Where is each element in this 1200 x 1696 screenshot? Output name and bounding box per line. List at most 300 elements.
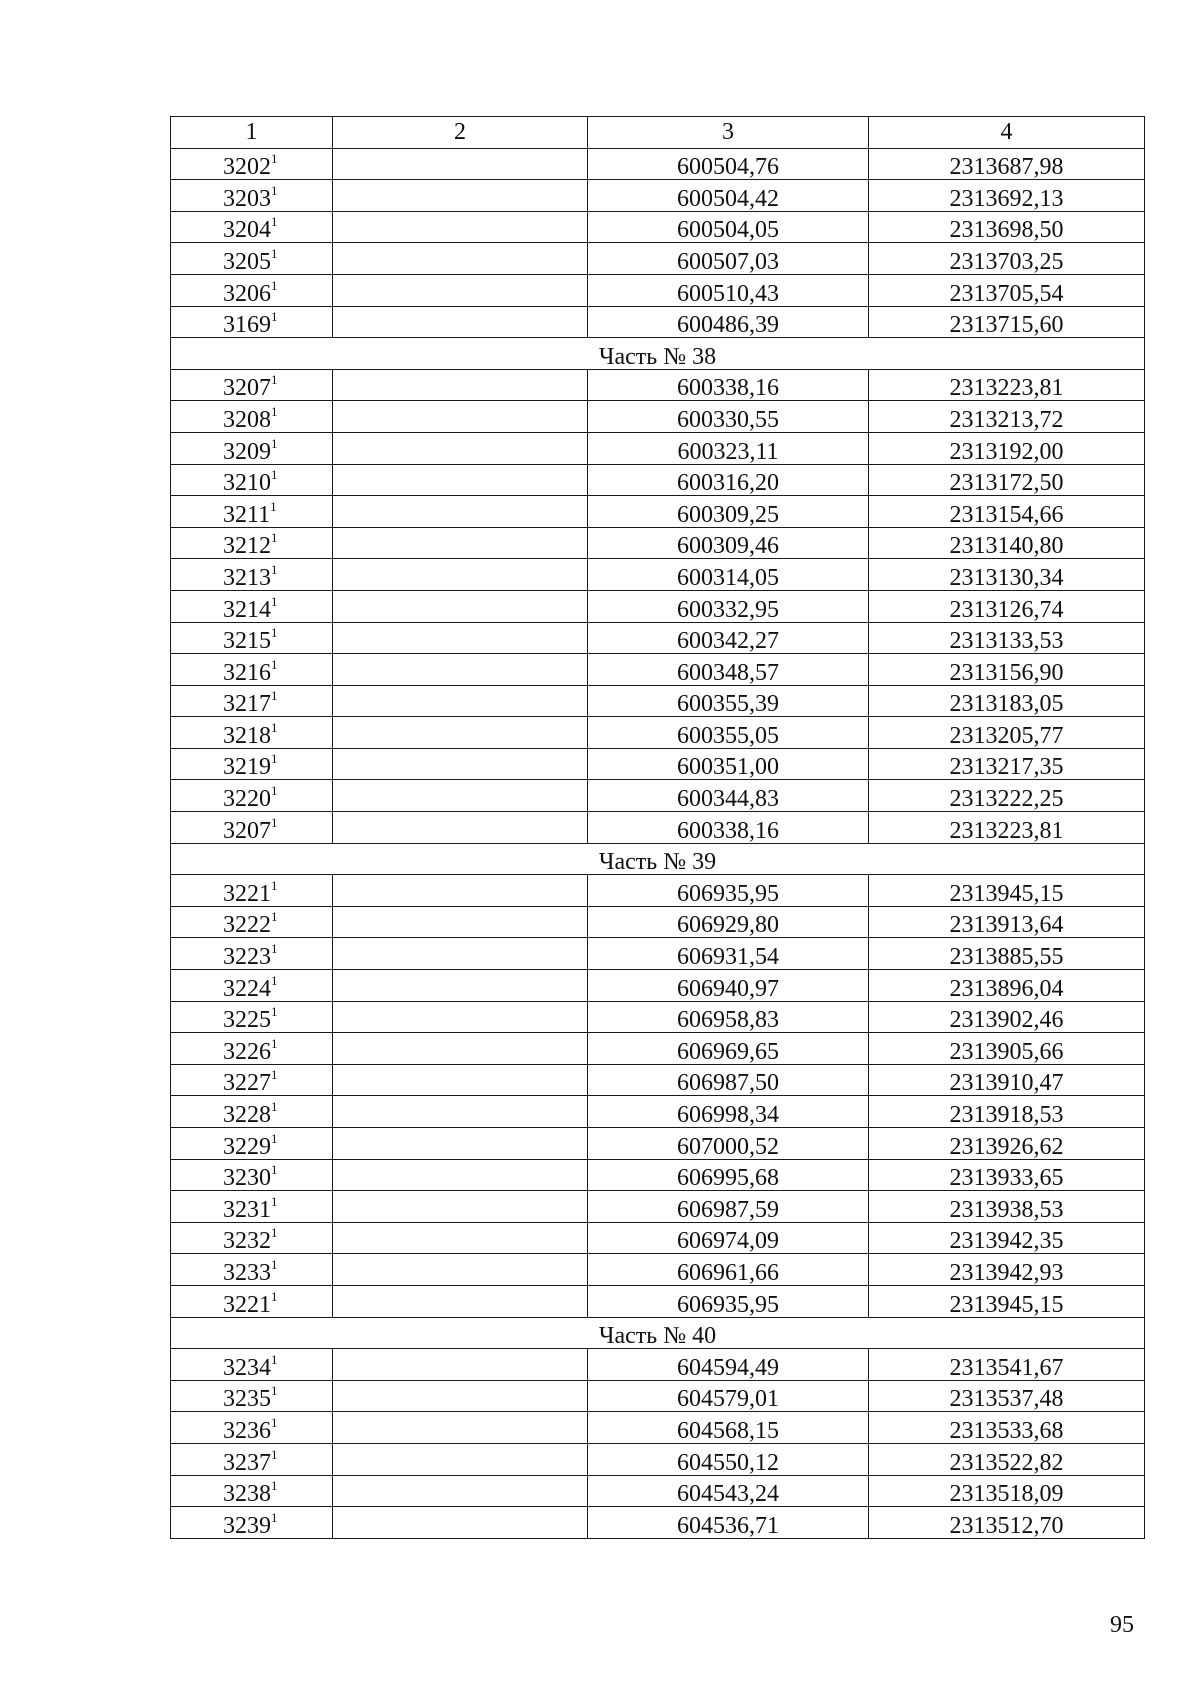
y-coordinate-cell: 2313692,13 — [869, 180, 1145, 212]
x-coordinate-cell: 606995,68 — [588, 1159, 869, 1191]
point-cell — [171, 496, 333, 528]
col2-cell — [333, 590, 588, 622]
table-row — [171, 1475, 1145, 1507]
table-row — [171, 1222, 1145, 1254]
point-number: 3229 — [223, 1133, 271, 1160]
point-cell — [171, 875, 333, 907]
col2-cell — [333, 812, 588, 844]
point-superscript: 1 — [271, 909, 278, 925]
point-number: 3203 — [223, 185, 271, 212]
point-number: 3224 — [223, 975, 271, 1002]
point-superscript: 1 — [271, 1446, 278, 1462]
point-cell — [171, 938, 333, 970]
y-coordinate-cell: 2313945,15 — [869, 875, 1145, 907]
y-coordinate-cell: 2313926,62 — [869, 1128, 1145, 1160]
col2-cell — [333, 1349, 588, 1381]
header-col-2: 2 — [333, 117, 588, 149]
point-cell — [171, 685, 333, 717]
x-coordinate-cell: 606969,65 — [588, 1033, 869, 1065]
table-row — [171, 1349, 1145, 1381]
point-cell — [171, 432, 333, 464]
point-superscript: 1 — [271, 1193, 278, 1209]
point-superscript: 1 — [271, 593, 278, 609]
point-superscript: 1 — [271, 972, 278, 988]
col2-cell — [333, 748, 588, 780]
col2-cell — [333, 1412, 588, 1444]
table-row — [171, 369, 1145, 401]
point-cell — [171, 180, 333, 212]
point-number: 3220 — [223, 786, 271, 812]
col2-cell — [333, 432, 588, 464]
col2-cell — [333, 1033, 588, 1065]
point-cell — [171, 527, 333, 559]
point-number: 3236 — [223, 1417, 271, 1444]
header-col-3: 3 — [588, 117, 869, 149]
col2-cell — [333, 875, 588, 907]
point-number: 3215 — [223, 628, 271, 654]
table-row — [171, 748, 1145, 780]
point-superscript: 1 — [271, 1067, 278, 1083]
x-coordinate-cell: 600348,57 — [588, 654, 869, 686]
x-coordinate-cell: 600355,39 — [588, 685, 869, 717]
point-number: 3239 — [223, 1512, 271, 1539]
point-superscript: 1 — [271, 182, 278, 198]
y-coordinate-cell: 2313687,98 — [869, 148, 1145, 180]
x-coordinate-cell: 600355,05 — [588, 717, 869, 749]
y-coordinate-cell: 2313156,90 — [869, 654, 1145, 686]
table-row — [171, 464, 1145, 496]
point-cell — [171, 1096, 333, 1128]
section-row — [171, 1317, 1145, 1349]
section-row — [171, 338, 1145, 370]
y-coordinate-cell: 2313512,70 — [869, 1507, 1145, 1539]
x-coordinate-cell: 600504,05 — [588, 211, 869, 243]
section-row — [171, 843, 1145, 875]
point-cell — [171, 1128, 333, 1160]
col2-cell — [333, 180, 588, 212]
y-coordinate-cell: 2313942,93 — [869, 1254, 1145, 1286]
point-superscript: 1 — [271, 530, 278, 546]
x-coordinate-cell: 606998,34 — [588, 1096, 869, 1128]
point-superscript: 1 — [271, 625, 278, 641]
point-number: 3209 — [223, 438, 271, 465]
point-superscript: 1 — [271, 1383, 278, 1399]
table-row — [171, 211, 1145, 243]
y-coordinate-cell: 2313698,50 — [869, 211, 1145, 243]
col2-cell — [333, 274, 588, 306]
table-row — [171, 1128, 1145, 1160]
point-cell — [171, 1380, 333, 1412]
x-coordinate-cell: 604568,15 — [588, 1412, 869, 1444]
point-superscript: 1 — [271, 1162, 278, 1178]
point-number: 3221 — [223, 880, 271, 907]
section-title: Часть № 38 — [171, 338, 1145, 370]
x-coordinate-cell: 600504,76 — [588, 148, 869, 180]
y-coordinate-cell: 2313154,66 — [869, 496, 1145, 528]
col2-cell — [333, 464, 588, 496]
table-row — [171, 432, 1145, 464]
col2-cell — [333, 527, 588, 559]
y-coordinate-cell: 2313172,50 — [869, 464, 1145, 496]
table-row — [171, 1285, 1145, 1317]
point-cell — [171, 1475, 333, 1507]
header-row — [171, 117, 1145, 149]
table-row — [171, 1096, 1145, 1128]
col2-cell — [333, 1191, 588, 1223]
point-cell — [171, 1033, 333, 1065]
point-cell — [171, 1412, 333, 1444]
point-number: 3227 — [223, 1070, 271, 1096]
y-coordinate-cell: 2313705,54 — [869, 274, 1145, 306]
point-superscript: 1 — [271, 1099, 278, 1114]
col2-cell — [333, 780, 588, 812]
point-cell — [171, 1285, 333, 1317]
point-superscript: 1 — [271, 1004, 278, 1020]
y-coordinate-cell: 2313222,25 — [869, 780, 1145, 812]
table-row — [171, 1507, 1145, 1539]
point-cell — [171, 243, 333, 275]
table-row — [171, 306, 1145, 338]
point-superscript: 1 — [271, 561, 278, 577]
point-superscript: 1 — [271, 656, 278, 672]
point-number: 3238 — [223, 1481, 271, 1507]
point-cell — [171, 1159, 333, 1191]
point-superscript: 1 — [271, 467, 278, 483]
point-cell — [171, 970, 333, 1002]
table-row — [171, 1064, 1145, 1096]
point-number: 3212 — [223, 533, 271, 559]
point-superscript: 1 — [270, 498, 277, 514]
y-coordinate-cell: 2313918,53 — [869, 1096, 1145, 1128]
point-number: 3222 — [223, 912, 271, 938]
col2-cell — [333, 306, 588, 338]
table-row — [171, 685, 1145, 717]
x-coordinate-cell: 604594,49 — [588, 1349, 869, 1381]
point-superscript: 1 — [271, 1035, 278, 1051]
y-coordinate-cell: 2313902,46 — [869, 1001, 1145, 1033]
point-number: 3223 — [223, 944, 271, 970]
y-coordinate-cell: 2313533,68 — [869, 1412, 1145, 1444]
point-superscript: 1 — [271, 877, 278, 893]
point-number: 3233 — [223, 1259, 271, 1286]
point-cell — [171, 812, 333, 844]
x-coordinate-cell: 600504,42 — [588, 180, 869, 212]
col2-cell — [333, 211, 588, 243]
y-coordinate-cell: 2313140,80 — [869, 527, 1145, 559]
x-coordinate-cell: 604536,71 — [588, 1507, 869, 1539]
x-coordinate-cell: 606935,95 — [588, 875, 869, 907]
table-row — [171, 1191, 1145, 1223]
table-row — [171, 590, 1145, 622]
point-superscript: 1 — [271, 1414, 278, 1430]
point-superscript: 1 — [271, 277, 278, 293]
col2-cell — [333, 1222, 588, 1254]
point-cell — [171, 401, 333, 433]
table-row — [171, 906, 1145, 938]
point-cell — [171, 274, 333, 306]
coordinates-table-body — [171, 117, 1145, 1539]
header-col-4: 4 — [869, 117, 1145, 149]
x-coordinate-cell: 606958,83 — [588, 1001, 869, 1033]
table-row — [171, 1001, 1145, 1033]
table-row — [171, 938, 1145, 970]
col2-cell — [333, 717, 588, 749]
col2-cell — [333, 1475, 588, 1507]
x-coordinate-cell: 600486,39 — [588, 306, 869, 338]
y-coordinate-cell: 2313192,00 — [869, 432, 1145, 464]
point-superscript: 1 — [271, 403, 278, 419]
point-cell — [171, 717, 333, 749]
y-coordinate-cell: 2313217,35 — [869, 748, 1145, 780]
point-number: 3210 — [223, 470, 271, 496]
col2-cell — [333, 1128, 588, 1160]
x-coordinate-cell: 606931,54 — [588, 938, 869, 970]
x-coordinate-cell: 604543,24 — [588, 1475, 869, 1507]
x-coordinate-cell: 607000,52 — [588, 1128, 869, 1160]
point-superscript: 1 — [271, 783, 278, 799]
point-cell — [171, 590, 333, 622]
table-row — [171, 780, 1145, 812]
y-coordinate-cell: 2313945,15 — [869, 1285, 1145, 1317]
x-coordinate-cell: 600344,83 — [588, 780, 869, 812]
point-superscript: 1 — [271, 1351, 278, 1367]
point-number: 3207 — [223, 817, 271, 844]
x-coordinate-cell: 600314,05 — [588, 559, 869, 591]
y-coordinate-cell: 2313537,48 — [869, 1380, 1145, 1412]
point-number: 3216 — [223, 659, 271, 686]
x-coordinate-cell: 600332,95 — [588, 590, 869, 622]
x-coordinate-cell: 600338,16 — [588, 369, 869, 401]
point-number: 3228 — [223, 1102, 271, 1128]
y-coordinate-cell: 2313213,72 — [869, 401, 1145, 433]
point-number: 3231 — [223, 1196, 271, 1223]
table-row — [171, 654, 1145, 686]
point-superscript: 1 — [271, 151, 278, 167]
col2-cell — [333, 654, 588, 686]
point-superscript: 1 — [271, 1478, 278, 1494]
col2-cell — [333, 970, 588, 1002]
y-coordinate-cell: 2313130,34 — [869, 559, 1145, 591]
col2-cell — [333, 1254, 588, 1286]
point-superscript: 1 — [271, 1130, 278, 1146]
section-title: Часть № 39 — [171, 843, 1145, 875]
point-cell — [171, 369, 333, 401]
table-row — [171, 1254, 1145, 1286]
x-coordinate-cell: 606940,97 — [588, 970, 869, 1002]
point-cell — [171, 1443, 333, 1475]
point-cell — [171, 906, 333, 938]
point-number: 3219 — [223, 754, 271, 780]
x-coordinate-cell: 600323,11 — [588, 432, 869, 464]
col2-cell — [333, 622, 588, 654]
table-row — [171, 496, 1145, 528]
point-superscript: 1 — [271, 814, 278, 830]
y-coordinate-cell: 2313885,55 — [869, 938, 1145, 970]
section-title: Часть № 40 — [171, 1317, 1145, 1349]
y-coordinate-cell: 2313541,67 — [869, 1349, 1145, 1381]
table-row — [171, 148, 1145, 180]
col2-cell — [333, 685, 588, 717]
x-coordinate-cell: 600507,03 — [588, 243, 869, 275]
y-coordinate-cell: 2313913,64 — [869, 906, 1145, 938]
point-number: 3235 — [223, 1386, 271, 1412]
x-coordinate-cell: 600510,43 — [588, 274, 869, 306]
x-coordinate-cell: 600342,27 — [588, 622, 869, 654]
y-coordinate-cell: 2313183,05 — [869, 685, 1145, 717]
point-superscript: 1 — [271, 309, 278, 325]
point-number: 3237 — [223, 1449, 271, 1476]
point-cell — [171, 1191, 333, 1223]
y-coordinate-cell: 2313910,47 — [869, 1064, 1145, 1096]
col2-cell — [333, 496, 588, 528]
point-number: 3230 — [223, 1165, 271, 1191]
point-number: 3217 — [223, 691, 271, 717]
page-number: 95 — [1110, 1612, 1134, 1638]
table-row — [171, 274, 1145, 306]
point-superscript: 1 — [271, 435, 278, 451]
col2-cell — [333, 148, 588, 180]
header-col-1: 1 — [171, 117, 333, 149]
point-superscript: 1 — [271, 214, 278, 230]
table-row — [171, 812, 1145, 844]
x-coordinate-cell: 600330,55 — [588, 401, 869, 433]
y-coordinate-cell: 2313205,77 — [869, 717, 1145, 749]
table-row — [171, 180, 1145, 212]
point-number: 3214 — [223, 596, 271, 622]
point-cell — [171, 1254, 333, 1286]
y-coordinate-cell: 2313896,04 — [869, 970, 1145, 1002]
col2-cell — [333, 1001, 588, 1033]
x-coordinate-cell: 600309,25 — [588, 496, 869, 528]
point-cell — [171, 1064, 333, 1096]
point-superscript: 1 — [271, 372, 278, 388]
point-cell — [171, 559, 333, 591]
point-number: 3204 — [223, 217, 271, 243]
point-superscript: 1 — [271, 688, 278, 704]
point-cell — [171, 654, 333, 686]
y-coordinate-cell: 2313905,66 — [869, 1033, 1145, 1065]
point-number: 3208 — [223, 406, 271, 433]
col2-cell — [333, 938, 588, 970]
y-coordinate-cell: 2313518,09 — [869, 1475, 1145, 1507]
col2-cell — [333, 369, 588, 401]
y-coordinate-cell: 2313703,25 — [869, 243, 1145, 275]
point-cell — [171, 464, 333, 496]
point-cell — [171, 211, 333, 243]
point-number: 3169 — [223, 312, 271, 338]
table-row — [171, 1380, 1145, 1412]
x-coordinate-cell: 606987,50 — [588, 1064, 869, 1096]
table-row — [171, 1159, 1145, 1191]
point-cell — [171, 622, 333, 654]
point-cell — [171, 306, 333, 338]
x-coordinate-cell: 606961,66 — [588, 1254, 869, 1286]
y-coordinate-cell: 2313223,81 — [869, 369, 1145, 401]
point-number: 3211 — [223, 501, 271, 528]
x-coordinate-cell: 600338,16 — [588, 812, 869, 844]
point-cell — [171, 1507, 333, 1539]
table-row — [171, 243, 1145, 275]
col2-cell — [333, 1507, 588, 1539]
point-number: 3205 — [223, 248, 271, 275]
x-coordinate-cell: 606929,80 — [588, 906, 869, 938]
col2-cell — [333, 243, 588, 275]
point-superscript: 1 — [271, 719, 278, 735]
point-superscript: 1 — [271, 245, 278, 261]
col2-cell — [333, 1064, 588, 1096]
point-number: 3206 — [223, 280, 271, 307]
point-number: 3207 — [223, 375, 271, 401]
point-number: 3202 — [223, 154, 271, 180]
table-row — [171, 401, 1145, 433]
y-coordinate-cell: 2313933,65 — [869, 1159, 1145, 1191]
col2-cell — [333, 1159, 588, 1191]
table-row — [171, 1443, 1145, 1475]
point-cell — [171, 1001, 333, 1033]
point-superscript: 1 — [271, 941, 278, 957]
point-number: 3225 — [223, 1007, 271, 1033]
point-superscript: 1 — [271, 751, 278, 767]
point-number: 3221 — [223, 1291, 271, 1318]
x-coordinate-cell: 604579,01 — [588, 1380, 869, 1412]
table-row — [171, 622, 1145, 654]
col2-cell — [333, 559, 588, 591]
y-coordinate-cell: 2313942,35 — [869, 1222, 1145, 1254]
table-row — [171, 559, 1145, 591]
y-coordinate-cell: 2313133,53 — [869, 622, 1145, 654]
point-number: 3218 — [223, 722, 271, 749]
coordinates-table — [170, 116, 1145, 1539]
col2-cell — [333, 906, 588, 938]
x-coordinate-cell: 606974,09 — [588, 1222, 869, 1254]
x-coordinate-cell: 606935,95 — [588, 1285, 869, 1317]
point-superscript: 1 — [271, 1256, 278, 1272]
table-row — [171, 970, 1145, 1002]
table-row — [171, 717, 1145, 749]
point-number: 3213 — [223, 564, 271, 591]
col2-cell — [333, 1443, 588, 1475]
y-coordinate-cell: 2313126,74 — [869, 590, 1145, 622]
y-coordinate-cell: 2313715,60 — [869, 306, 1145, 338]
col2-cell — [333, 1096, 588, 1128]
x-coordinate-cell: 604550,12 — [588, 1443, 869, 1475]
col2-cell — [333, 401, 588, 433]
point-cell — [171, 748, 333, 780]
y-coordinate-cell: 2313223,81 — [869, 812, 1145, 844]
y-coordinate-cell: 2313522,82 — [869, 1443, 1145, 1475]
x-coordinate-cell: 600351,00 — [588, 748, 869, 780]
point-superscript: 1 — [271, 1288, 278, 1304]
table-row — [171, 1033, 1145, 1065]
point-number: 3226 — [223, 1038, 271, 1065]
point-number: 3232 — [223, 1228, 271, 1254]
point-superscript: 1 — [271, 1225, 278, 1241]
col2-cell — [333, 1380, 588, 1412]
point-number: 3234 — [223, 1354, 271, 1381]
point-cell — [171, 1222, 333, 1254]
x-coordinate-cell: 606987,59 — [588, 1191, 869, 1223]
y-coordinate-cell: 2313938,53 — [869, 1191, 1145, 1223]
x-coordinate-cell: 600316,20 — [588, 464, 869, 496]
table-row — [171, 1412, 1145, 1444]
point-cell — [171, 1349, 333, 1381]
table-row — [171, 527, 1145, 559]
point-cell — [171, 780, 333, 812]
col2-cell — [333, 1285, 588, 1317]
point-cell — [171, 148, 333, 180]
table-row — [171, 875, 1145, 907]
x-coordinate-cell: 600309,46 — [588, 527, 869, 559]
